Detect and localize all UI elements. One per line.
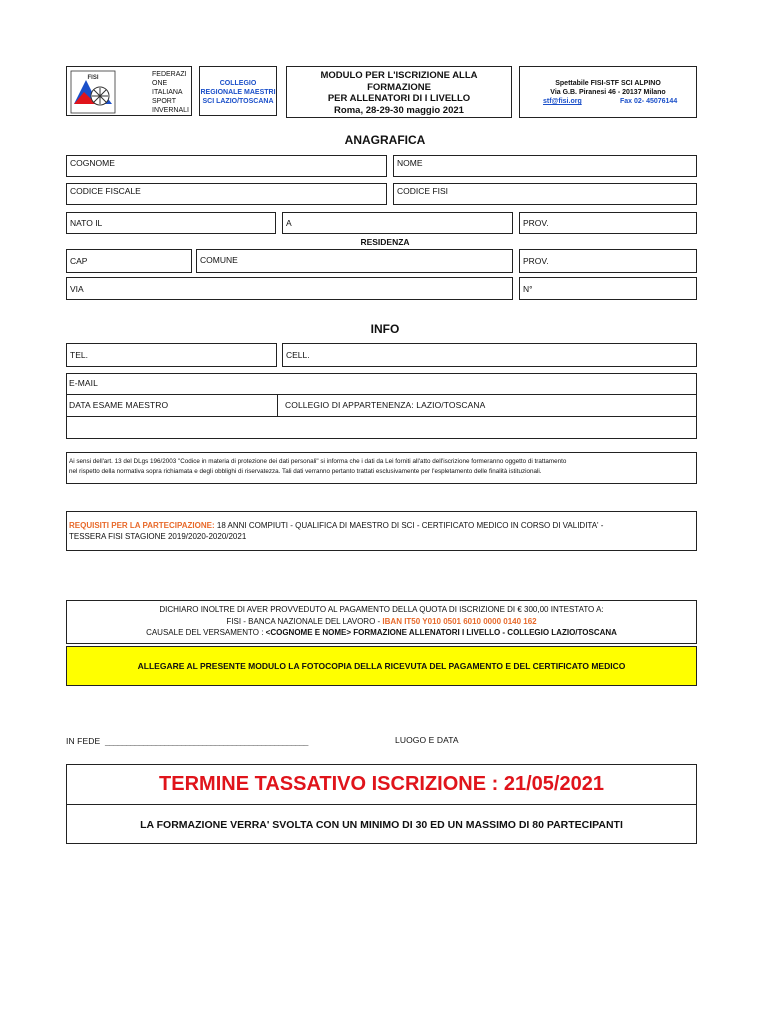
privacy-notice: Ai sensi dell'art. 13 del DLgs 196/2003 "Codice in materia di protezione dei dati personali" si informa che i dati da Lei forniti all'atto dell'iscrizione formeranno oggetto di trattamento nel rispetto della normativa sopra richiamata e degli obblighi di riservatezza. Tali dati verranno pertanto trattati esclusivamente per l'espletamento delle finalità istituzionali. bbox=[66, 452, 697, 484]
requisiti-label: REQUISITI PER LA PARTECIPAZIONE: bbox=[69, 521, 215, 530]
prov-residenza-field[interactable]: PROV. bbox=[519, 249, 697, 273]
prov-nascita-field[interactable]: PROV. bbox=[519, 212, 697, 234]
allegare-banner: ALLEGARE AL PRESENTE MODULO LA FOTOCOPIA DELLA RICEVUTA DEL PAGAMENTO E DEL CERTIFICATO MEDICO bbox=[66, 646, 697, 686]
federation-name: FEDERAZI ONE ITALIANA SPORT INVERNALI bbox=[152, 71, 189, 114]
iban: IBAN IT50 Y010 0501 6010 0000 0140 162 bbox=[382, 616, 537, 626]
cognome-field[interactable]: COGNOME bbox=[66, 155, 387, 177]
collegio-field[interactable]: COLLEGIO DI APPARTENENZA: LAZIO/TOSCANA bbox=[285, 400, 486, 410]
form-title-box: MODULO PER L'ISCRIZIONE ALLA FORMAZIONE PER ALLENATORI DI I LIVELLO Roma, 28-29-30 maggio 2021 bbox=[286, 66, 512, 118]
civico-field[interactable]: N° bbox=[519, 277, 697, 300]
pagamento-box: DICHIARO INOLTRE DI AVER PROVVEDUTO AL PAGAMENTO DELLA QUOTA DI ISCRIZIONE DI € 300,00 INTESTATO A: FISI - BANCA NAZIONALE DEL LAVORO - IBAN IT50 Y010 0501 6010 0000 0140 162 CAUSALE DEL VERSAMENTO : <COGNOME E NOME> FORMAZIONE ALLENATORI I LIVELLO - COLLEGIO LAZIO/TOSCANA bbox=[66, 600, 697, 644]
in-fede-label: IN FEDE bbox=[66, 736, 101, 746]
luogo-data-label[interactable]: LUOGO E DATA bbox=[395, 735, 459, 745]
luogo-nascita-field[interactable]: A bbox=[282, 212, 513, 234]
cell-field[interactable]: CELL. bbox=[282, 343, 697, 367]
partecipanti-note: LA FORMAZIONE VERRA' SVOLTA CON UN MINIMO DI 30 ED UN MASSIMO DI 80 PARTECIPANTI bbox=[140, 819, 623, 831]
email-field[interactable]: E-MAIL bbox=[69, 378, 98, 388]
college-box: COLLEGIO REGIONALE MAESTRI SCI LAZIO/TOSCANA bbox=[199, 66, 277, 116]
recipient-box: Spettabile FISI-STF SCI ALPINO Via G.B. Piranesi 46 - 20137 Milano stf@fisi.org Fax 02- 45076144 bbox=[519, 66, 697, 118]
anagrafica-title: ANAGRAFICA bbox=[344, 133, 426, 147]
header-logo-box bbox=[66, 66, 192, 116]
cap-field[interactable]: CAP bbox=[66, 249, 192, 273]
codice-fiscale-field[interactable]: CODICE FISCALE bbox=[66, 183, 387, 205]
requisiti-box: REQUISITI PER LA PARTECIPAZIONE: 18 ANNI COMPIUTI - QUALIFICA DI MAESTRO DI SCI - CERTIFICATO MEDICO IN CORSO DI VALIDITA' - TESSERA FISI STAGIONE 2019/2020-2020/2021 bbox=[66, 511, 697, 551]
tel-field[interactable]: TEL. bbox=[66, 343, 277, 367]
termine-box bbox=[66, 764, 697, 844]
via-field[interactable]: VIA bbox=[66, 277, 513, 300]
nome-field[interactable]: NOME bbox=[393, 155, 697, 177]
residenza-title: RESIDENZA bbox=[360, 237, 410, 247]
nato-il-field[interactable]: NATO IL bbox=[66, 212, 276, 234]
signature-line[interactable]: ________________________________________________ bbox=[105, 736, 308, 746]
svg-text:FISI: FISI bbox=[87, 75, 99, 81]
info-title: INFO bbox=[370, 322, 400, 336]
fisi-logo-icon bbox=[70, 70, 116, 114]
termine-title: TERMINE TASSATIVO ISCRIZIONE : 21/05/2021 bbox=[159, 773, 604, 795]
comune-field[interactable]: COMUNE bbox=[196, 249, 513, 273]
codice-fisi-field[interactable]: CODICE FISI bbox=[393, 183, 697, 205]
recipient-fax: Fax 02- 45076144 bbox=[620, 98, 678, 105]
data-esame-field[interactable]: DATA ESAME MAESTRO bbox=[69, 400, 169, 410]
recipient-email-link[interactable]: stf@fisi.org bbox=[543, 98, 582, 105]
